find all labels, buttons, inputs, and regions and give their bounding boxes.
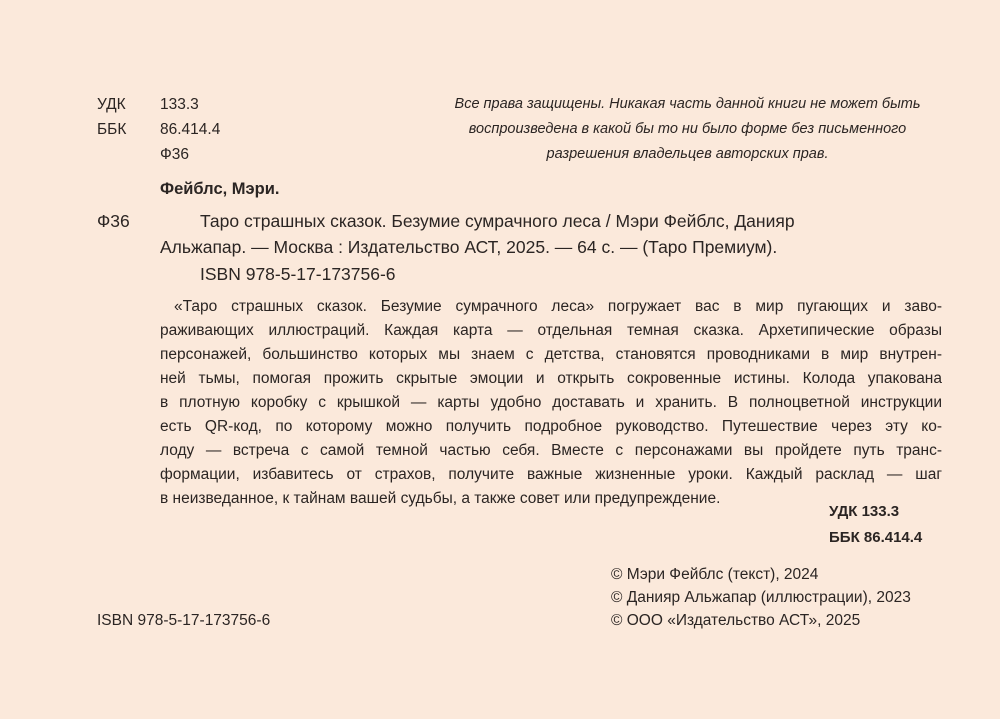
rights-line: воспроизведена в какой бы то ни было форме без письменного [468, 121, 907, 137]
annotation-line: раживающих иллюстраций. Каждая карта — отдельная темная сказка. Архетипические образы [160, 322, 942, 339]
bottom-bbk: ББК 86.414.4 [829, 529, 923, 546]
footer-isbn: ISBN 978-5-17-173756-6 [97, 612, 271, 629]
copyright-illustrations: © Данияр Альжапар (иллюстрации), 2023 [611, 589, 911, 606]
copyright-text: © Мэри Фейблс (текст), 2024 [611, 566, 819, 583]
annotation [160, 295, 942, 511]
udk-value: 133.3 [160, 96, 199, 113]
entry-title-line: Таро страшных сказок. Безумие сумрачного леса / Мэри Фейблс, Данияр [200, 211, 795, 231]
rights-line: разрешения владельцев авторских прав. [546, 146, 829, 162]
entry-sign: Ф36 [97, 211, 130, 231]
rights-line: Все права защищены. Никакая часть данной книги не может быть [454, 96, 921, 112]
annotation-line: лоду — встреча с самой темной частью себя. Вместе с персонажами вы пройдете путь транс- [160, 442, 942, 459]
annotation-line: ней тьмы, помогая прожить скрытые эмоции и открыть сокровенные истины. Колода упакована [160, 370, 942, 387]
author-heading: Фейблс, Мэри. [160, 180, 280, 198]
annotation-line: персонажей, большинство которых мы знаем с детства, становятся проводниками в мир внутрен- [160, 346, 942, 363]
author-sign: Ф36 [160, 146, 190, 163]
udk-label: УДК [97, 96, 126, 113]
bbk-value: 86.414.4 [160, 121, 221, 138]
bottom-udk: УДК 133.3 [829, 503, 900, 520]
annotation-line: есть QR-код, по которому можно получить подробное руководство. Путешествие через эту ко- [160, 418, 942, 435]
annotation-line: в неизведанное, к тайнам вашей судьбы, а также совет или предупреждение. [160, 490, 721, 507]
copyright-publisher: © ООО «Издательство АСТ», 2025 [611, 612, 861, 629]
annotation-line: в плотную коробку с крышкой — карты удобно доставать и хранить. В полноцветной инструкции [160, 394, 942, 411]
annotation-line: формации, избавитесь от страхов, получите важные жизненные уроки. Каждый расклад — шаг [160, 466, 942, 483]
rights-notice [420, 92, 955, 167]
annotation-line: «Таро страшных сказок. Безумие сумрачного леса» погружает вас в мир пугающих и заво- [174, 298, 942, 315]
bbk-label: ББК [97, 121, 127, 138]
entry-imprint-line: Альжапар. — Москва : Издательство АСТ, 2025. — 64 с. — (Таро Премиум). [160, 237, 778, 257]
entry-isbn: ISBN 978-5-17-173756-6 [200, 264, 396, 284]
